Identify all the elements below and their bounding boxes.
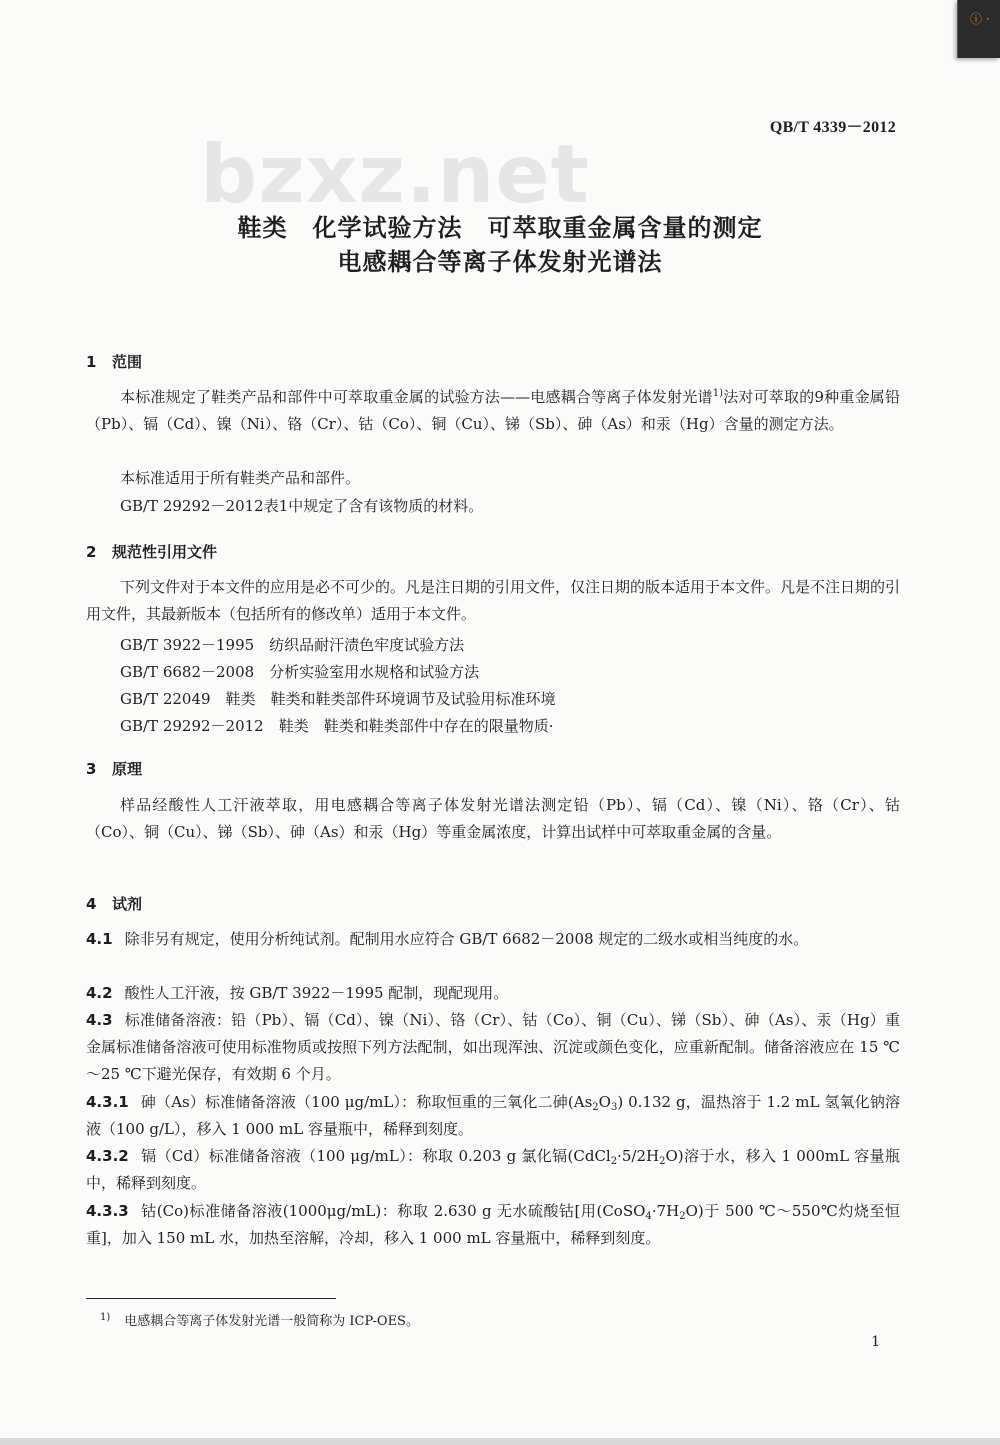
subscript: 3 xyxy=(610,1102,618,1113)
section-title: 规范性引用文件 xyxy=(112,543,218,561)
clause-4-3-3 xyxy=(86,1198,900,1252)
clause-4-1 xyxy=(86,926,900,953)
footnote-divider xyxy=(86,1298,336,1299)
clause-text: 砷（As）标准储备溶液（100 μg/mL）：称取恒重的三氧化二砷(As xyxy=(140,1093,593,1111)
principle-paragraph: 样品经酸性人工汗液萃取，用电感耦合等离子体发射光谱法测定铅（Pb）、镉（Cd）、镍（Ni）、铬（Cr）、钴（Co）、铜（Cu）、锑（Sb）、砷（As）和汞（Hg）等重金属浓度，计算出试样中可萃取重金属的含量。 xyxy=(86,796,900,841)
clause-number: 4.3.3 xyxy=(86,1202,129,1220)
subscript: 2 xyxy=(592,1102,599,1113)
subscript: 4 xyxy=(645,1211,652,1222)
clause-text: O)于 500 ℃～550℃灼烧至恒重]，加入 150 mL 水，加热至溶解，冷却，移入 1 000 mL 容量瓶中，稀释到刻度。 xyxy=(86,1202,900,1247)
reference-item: GB/T 22049 鞋类 鞋类和鞋类部件环境调节及试验用标准环境 xyxy=(120,690,556,708)
clause-text: O xyxy=(598,1093,611,1111)
subscript: 2 xyxy=(610,1156,618,1167)
section-title: 试剂 xyxy=(112,895,143,913)
clause-number: 4.3 xyxy=(86,1011,113,1029)
references-intro: 下列文件对于本文件的应用是必不可少的。凡是注日期的引用文件，仅注日期的版本适用于本文件。凡是不注日期的引用文件，其最新版本（包括所有的修改单）适用于本文件。 xyxy=(86,578,901,623)
clause-text: ·5/2H xyxy=(617,1147,660,1165)
clause-text: 除非另有规定，使用分析纯试剂。配制用水应符合 GB/T 6682－2008 规定的二级水或相当纯度的水。 xyxy=(124,930,809,948)
reference-item: GB/T 6682－2008 分析实验室用水规格和试验方法 xyxy=(120,663,480,681)
reference-item: GB/T 29292－2012 鞋类 鞋类和鞋类部件中存在的限量物质· xyxy=(120,717,554,735)
section-number: 1 xyxy=(86,353,97,371)
scope-applicability: 本标准适用于所有鞋类产品和部件。 xyxy=(120,469,361,487)
viewer-corner-widget[interactable] xyxy=(957,0,1000,58)
scope-materials: GB/T 29292－2012表1中规定了含有该物质的材料。 xyxy=(120,497,484,515)
section-number: 2 xyxy=(86,543,97,561)
subscript: 2 xyxy=(659,1156,666,1167)
clause-text: 钴(Co)标准储备溶液(1000μg/mL)：称取 2.630 g 无水硫酸钴[用(CoSO xyxy=(140,1202,646,1220)
footnote-ref[interactable]: 1) xyxy=(712,388,723,399)
section-3-heading xyxy=(86,758,142,779)
clause-4-3-2 xyxy=(86,1143,900,1197)
subscript: 2 xyxy=(679,1211,686,1222)
section-number: 3 xyxy=(86,760,97,778)
clause-text: 镉（Cd）标准储备溶液（100 μg/mL）：称取 0.203 g 氯化镉(CdCl xyxy=(140,1147,611,1165)
clause-4-2 xyxy=(86,980,900,1007)
standard-number: QB/T 4339－2012 xyxy=(769,119,896,136)
clause-text: O)溶于水，移入 1 000mL 容量瓶中，稀释到刻度。 xyxy=(86,1147,900,1192)
section-number: 4 xyxy=(86,895,97,913)
clause-number: 4.1 xyxy=(86,930,113,948)
clause-4-3-1 xyxy=(86,1089,900,1143)
clause-text: ) 0.132 g，温热溶于 1.2 mL 氢氧化钠溶液（100 g/L），移入 1 000 mL 容量瓶中，稀释到刻度。 xyxy=(86,1093,900,1138)
section-4-heading xyxy=(86,893,142,914)
section-title: 范围 xyxy=(112,353,143,371)
footnote-mark: 1) xyxy=(100,1312,111,1323)
scope-paragraph xyxy=(86,384,900,438)
watermark: bzxz.net xyxy=(200,128,590,221)
clause-number: 4.2 xyxy=(86,984,113,1002)
scope-text-a: 本标准规定了鞋类产品和部件中可萃取重金属的试验方法——电感耦合等离子体发射光谱 xyxy=(120,388,713,406)
clause-number: 4.3.1 xyxy=(86,1093,129,1111)
reference-item: GB/T 3922－1995 纺织品耐汗渍色牢度试验方法 xyxy=(120,636,465,654)
section-1-heading xyxy=(86,351,142,372)
scope-text-b: 法对可萃取的9种重金属铅（Pb）、镉（Cd）、镍（Ni）、铬（Cr）、钴（Co）、铜（Cu）、锑（Sb）、砷（As）和汞（Hg）含量的测定方法。 xyxy=(86,388,900,433)
page-number: 1 xyxy=(871,1334,880,1350)
page-bottom-edge xyxy=(0,1438,1000,1445)
document-title-line1: 鞋类 化学试验方法 可萃取重金属含量的测定 xyxy=(237,214,763,242)
clause-text: ·7H xyxy=(651,1202,680,1220)
document-title-line2: 电感耦合等离子体发射光谱法 xyxy=(337,248,663,276)
section-2-heading xyxy=(86,541,217,562)
clause-4-3 xyxy=(86,1007,900,1088)
footnote-text: 电感耦合等离子体发射光谱一般简称为 ICP-OES。 xyxy=(124,1314,419,1329)
footnote xyxy=(100,1310,419,1329)
clause-text: 酸性人工汗液，按 GB/T 3922－1995 配制，现配现用。 xyxy=(124,984,509,1002)
clause-number: 4.3.2 xyxy=(86,1147,129,1165)
section-title: 原理 xyxy=(112,760,143,778)
alert-icon[interactable]: ⓘ · xyxy=(970,12,990,26)
clause-text: 标准储备溶液：铅（Pb）、镉（Cd）、镍（Ni）、铬（Cr）、钴（Co）、铜（Cu）、锑（Sb）、砷（As）、汞（Hg）重金属标准储备溶液可使用标准物质或按照下列方法配制，如出现浑浊、沉淀或颜色变化，应重新配制。储备溶液应在 15 ℃～25 ℃下避光保存，有效期 6 个月。 xyxy=(86,1011,900,1083)
